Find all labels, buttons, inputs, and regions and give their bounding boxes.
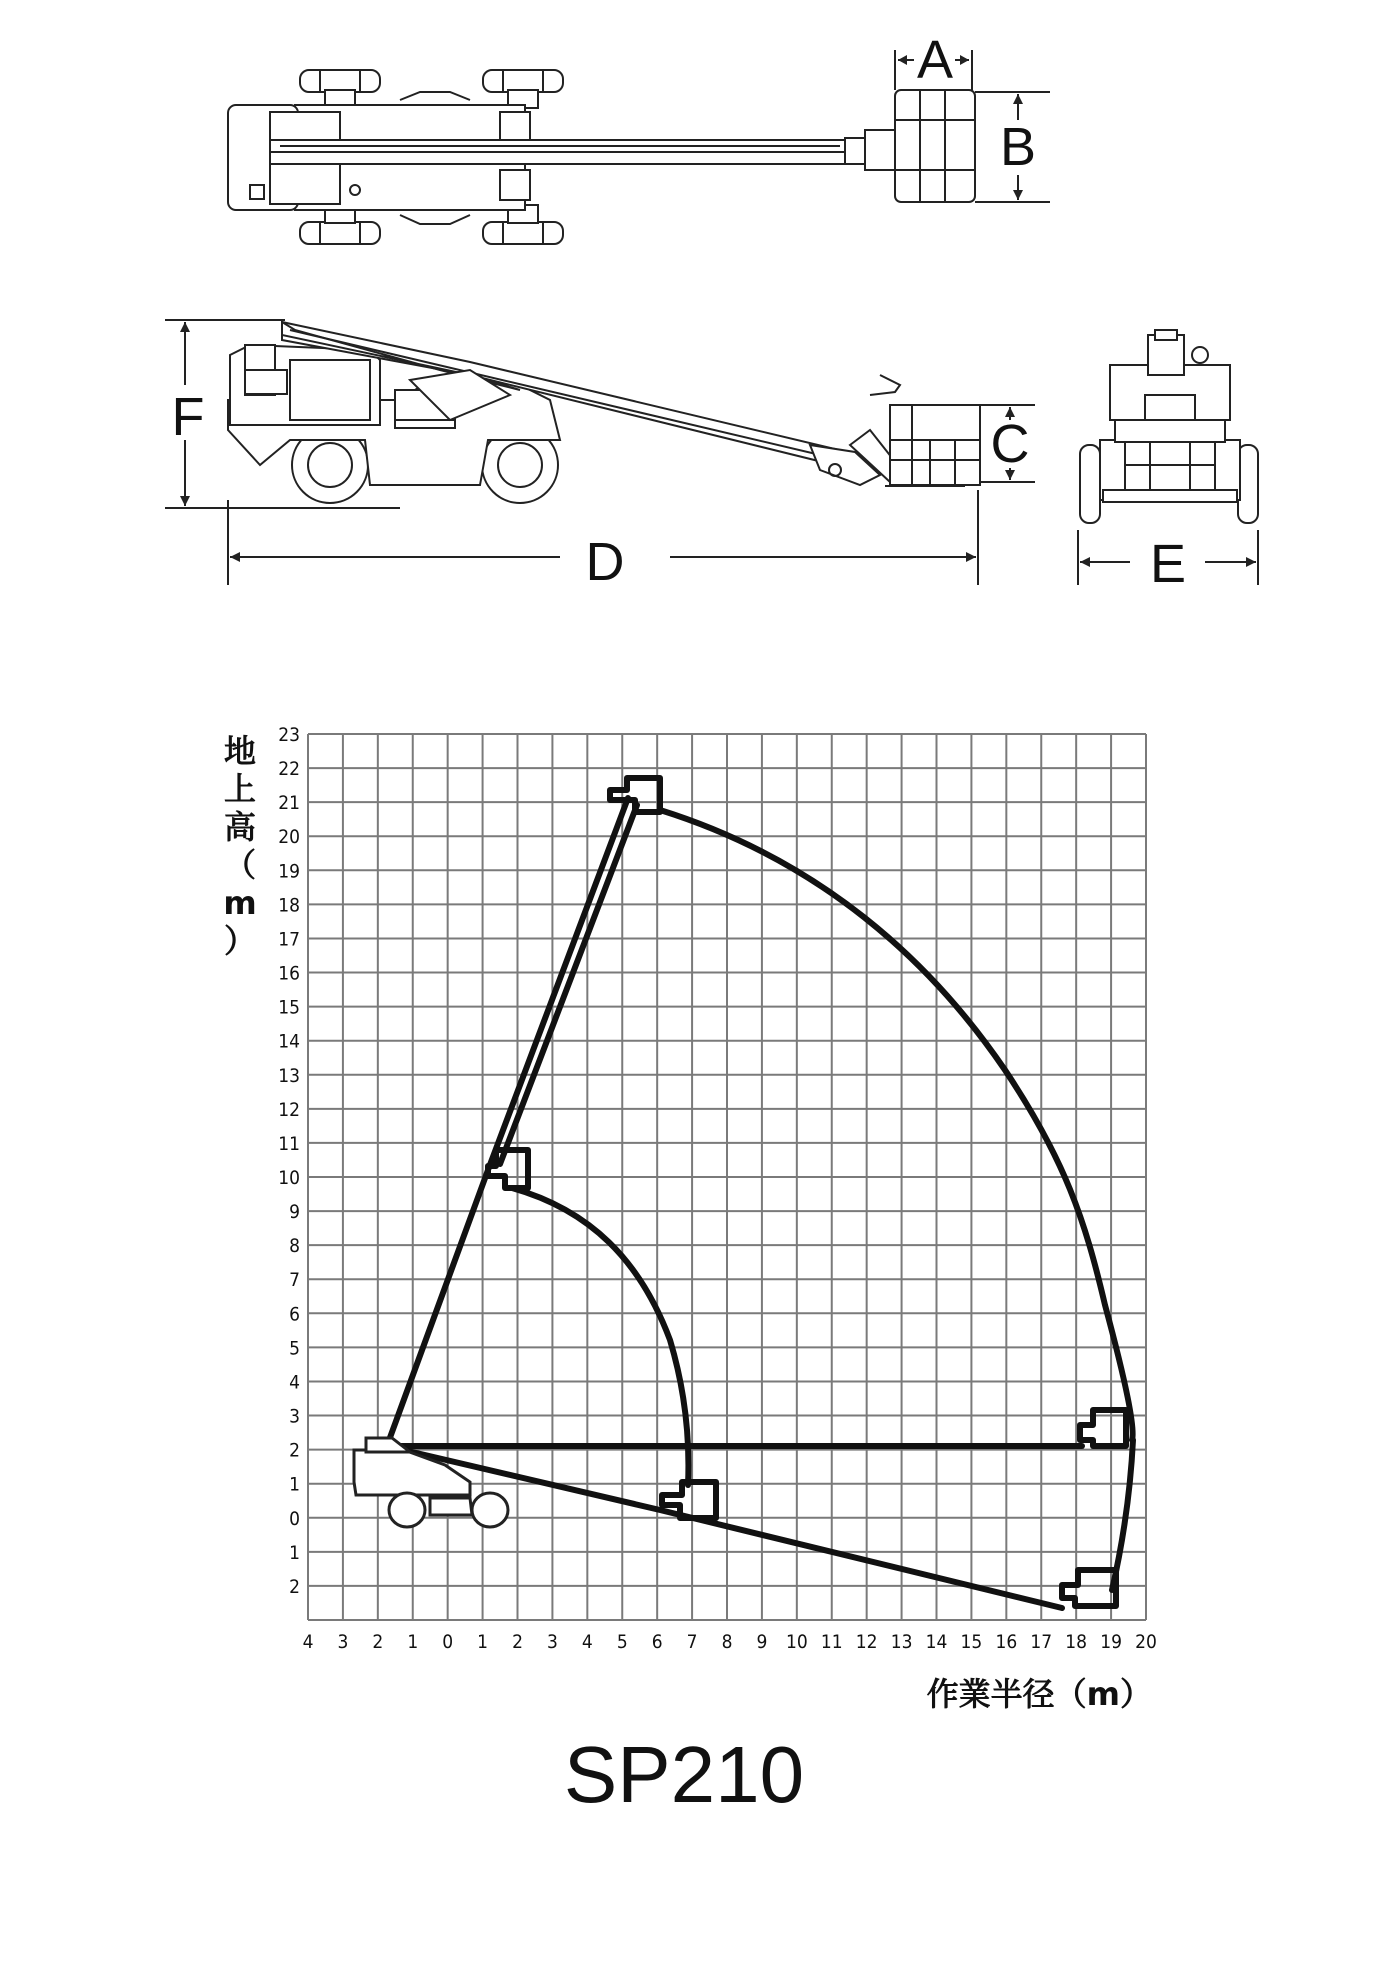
y-tick-label: 9: [289, 1201, 300, 1224]
dimension-c: [980, 405, 1035, 482]
y-tick-label: 2: [289, 1575, 300, 1598]
x-tick-label: 7: [686, 1631, 698, 1653]
y-tick-label: 15: [278, 996, 300, 1019]
x-tick-label: 10: [785, 1631, 808, 1653]
dim-label-f: F: [171, 387, 205, 447]
x-tick-label: 4: [302, 1631, 314, 1653]
x-tick-label: 20: [1135, 1631, 1157, 1653]
x-tick-label: 17: [1030, 1631, 1053, 1653]
y-axis-title-char: （: [223, 846, 257, 884]
y-tick-label: 13: [278, 1064, 300, 1087]
x-tick-label: 18: [1065, 1631, 1088, 1653]
y-tick-label: 21: [278, 792, 300, 815]
y-axis-title-char: m: [223, 884, 257, 922]
y-tick-label: 1: [289, 1473, 300, 1496]
x-tick-label: 6: [651, 1631, 663, 1653]
x-tick-label: 1: [407, 1631, 419, 1653]
model-name: SP210: [563, 1730, 805, 1819]
x-tick-label: 4: [581, 1631, 593, 1653]
x-tick-label: 2: [512, 1631, 523, 1653]
dimension-e: [1078, 530, 1258, 594]
y-axis-title-char: ）: [223, 922, 257, 960]
front-view-drawing: [1080, 330, 1258, 523]
y-axis-title-char: 高: [223, 808, 257, 846]
y-tick-label: 22: [278, 758, 300, 781]
dimension-a: [895, 30, 972, 90]
y-axis-title-char: 上: [223, 770, 257, 808]
y-tick-label: 2: [289, 1439, 300, 1462]
x-tick-label: 3: [546, 1631, 558, 1653]
y-tick-label: 8: [289, 1235, 300, 1258]
y-axis-title: [223, 732, 256, 960]
x-tick-label: 2: [372, 1631, 384, 1653]
dim-label-c: C: [990, 414, 1030, 474]
x-tick-label: 1: [477, 1631, 489, 1653]
side-view-drawing: [180, 322, 980, 508]
dimension-d: [228, 490, 978, 592]
x-axis-ticks: [303, 1631, 1157, 1653]
y-tick-label: 18: [278, 894, 300, 917]
y-tick-label: 7: [289, 1269, 300, 1292]
x-tick-label: 3: [337, 1631, 349, 1653]
y-tick-label: 16: [278, 962, 300, 985]
y-tick-label: 4: [289, 1371, 300, 1394]
top-view-drawing: [228, 70, 975, 244]
y-tick-label: 1: [289, 1541, 300, 1564]
x-tick-label: 12: [855, 1631, 878, 1653]
dim-label-d: D: [585, 532, 625, 592]
y-tick-label: 0: [289, 1507, 300, 1530]
y-tick-label: 6: [289, 1303, 300, 1326]
x-tick-label: 13: [890, 1631, 913, 1653]
y-tick-label: 12: [278, 1098, 300, 1121]
y-axis-ticks: [278, 724, 300, 1598]
dimension-b: [975, 92, 1050, 202]
y-tick-label: 11: [278, 1132, 300, 1155]
x-tick-label: 0: [442, 1631, 454, 1653]
y-tick-label: 5: [289, 1337, 300, 1360]
y-tick-label: 14: [278, 1030, 300, 1053]
x-tick-label: 9: [756, 1631, 768, 1653]
y-tick-label: 3: [289, 1405, 300, 1428]
x-tick-label: 16: [995, 1631, 1018, 1653]
dim-label-b: B: [999, 117, 1037, 177]
y-tick-label: 10: [278, 1167, 300, 1189]
x-tick-label: 19: [1100, 1631, 1122, 1653]
y-tick-label: 19: [278, 860, 300, 883]
x-tick-label: 11: [820, 1631, 843, 1653]
y-axis-title-char: 地: [223, 732, 257, 770]
dim-label-e: E: [1149, 534, 1187, 594]
x-tick-label: 15: [960, 1631, 983, 1653]
y-tick-label: 17: [278, 928, 300, 951]
y-tick-label: 23: [278, 724, 300, 746]
x-tick-label: 8: [721, 1631, 733, 1653]
dim-label-a: A: [916, 30, 954, 90]
y-tick-label: 20: [278, 826, 300, 849]
x-tick-label: 14: [925, 1631, 948, 1653]
x-axis-title: 作業半径（m）: [926, 1675, 1152, 1713]
x-tick-label: 5: [616, 1631, 628, 1653]
